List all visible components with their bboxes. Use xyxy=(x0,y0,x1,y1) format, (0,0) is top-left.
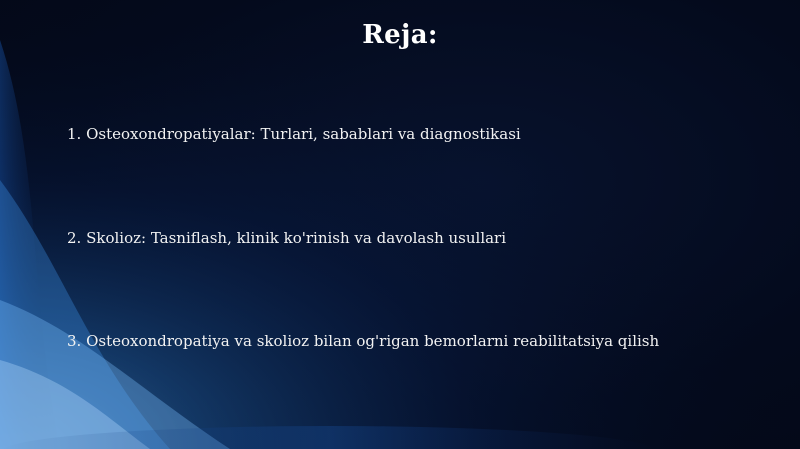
plan-item-2: 2. Skolioz: Tasniflash, klinik ko'rinish va davolash usullari xyxy=(67,229,507,247)
plan-item-1: 1. Osteoxondropatiyalar: Turlari, sabablari va diagnostikasi xyxy=(67,125,521,143)
plan-item-3: 3. Osteoxondropatiya va skolioz bilan og'rigan bemorlarni reabilitatsiya qilish xyxy=(67,332,660,350)
slide-title: Reja: xyxy=(362,20,438,50)
